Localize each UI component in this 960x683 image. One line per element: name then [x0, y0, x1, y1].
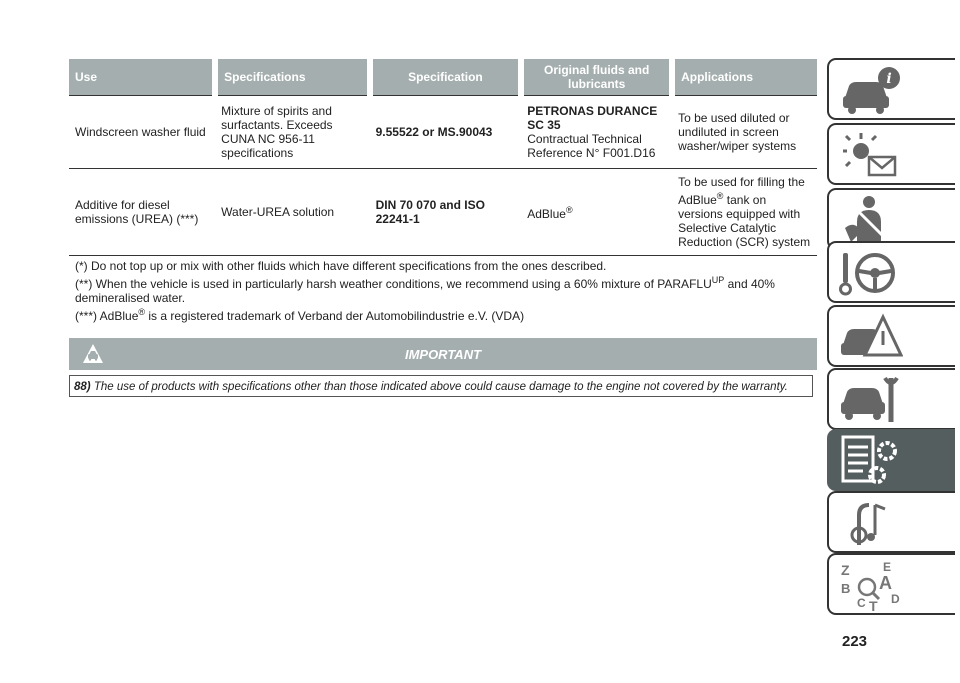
tab-technical-data[interactable] — [827, 429, 955, 491]
table-header-row — [69, 59, 817, 96]
cell-applications — [672, 169, 817, 256]
cell-specifications: Water-UREA solution — [215, 169, 369, 256]
header-specification: Specification — [370, 59, 522, 96]
tab-emergency[interactable] — [827, 305, 955, 367]
cell-specification: 9.55522 or MS.90043 — [370, 96, 522, 169]
page-number: 223 — [842, 633, 868, 650]
footnotes — [75, 259, 815, 323]
index-letter-e: E — [883, 560, 892, 574]
cell-specifications: Mixture of spirits and surfactants. Exceeds CUNA NC 956-11 specifications — [215, 96, 369, 169]
registered-mark: ® — [565, 205, 573, 215]
footnote-2 — [75, 273, 815, 305]
header-use: Use — [69, 59, 215, 96]
fluid-name: AdBlue — [527, 207, 566, 221]
multimedia-icon — [839, 495, 903, 551]
header-original-fluids: Original fluids and lubricants — [521, 59, 672, 96]
applications-text-cont: tank on versions equipped with Selective Catalytic Reduction (SCR) system — [678, 193, 811, 249]
note-text: The use of products with specifications other than those indicated above could cause damage to the engine not covered by the warranty. — [90, 381, 788, 393]
technical-data-icon — [839, 433, 903, 489]
footnote-3-text-cont: is a registered trademark of Verband der Automobilindustrie e.V. (VDA) — [145, 309, 525, 323]
footnote-2-text: (**) When the vehicle is used in particularly harsh weather conditions, we recommend using a 60% mixture of PARAFLU — [75, 277, 712, 291]
header-specifications: Specifications — [215, 59, 369, 96]
applications-text: To be used for filling the AdBlue — [678, 175, 805, 207]
alphabetical-index-icon — [839, 557, 903, 613]
index-letter-z: Z — [841, 562, 850, 578]
fluid-reference: Contractual Technical Reference N° F001.D16 — [527, 132, 656, 160]
tab-warning-lights[interactable] — [827, 123, 955, 185]
footnote-3 — [75, 305, 815, 323]
warning-lights-icon — [839, 127, 903, 183]
important-title: IMPORTANT — [404, 347, 482, 362]
registered-mark: ® — [716, 191, 724, 201]
header-applications: Applications — [672, 59, 817, 96]
tab-starting-driving[interactable] — [827, 241, 955, 303]
svg-text:i: i — [886, 71, 892, 87]
cell-fluid — [521, 169, 672, 256]
specifications-table — [69, 59, 817, 256]
index-letter-b: B — [841, 581, 851, 596]
cell-use: Additive for diesel emissions (UREA) (***) — [69, 169, 215, 256]
fluid-name: PETRONAS DURANCE SC 35 — [527, 104, 658, 132]
registered-mark: ® — [138, 307, 146, 317]
footnote-1: (*) Do not top up or mix with other fluids which have different specifications from the ones described. — [75, 259, 607, 273]
note-reference: 88) — [74, 381, 91, 393]
important-header — [69, 338, 817, 370]
cell-applications: To be used diluted or undiluted in screen washer/wiper systems — [672, 96, 817, 169]
maintenance-icon — [839, 372, 903, 428]
index-letter-c: C — [857, 596, 866, 610]
emergency-icon — [839, 309, 903, 365]
car-info-icon — [839, 62, 903, 118]
index-letter-a: A — [879, 573, 892, 593]
important-note — [69, 375, 813, 397]
tab-maintenance[interactable] — [827, 368, 955, 430]
table-row — [69, 96, 817, 169]
index-letter-d: D — [891, 592, 900, 606]
tab-multimedia[interactable] — [827, 491, 955, 553]
cell-specification: DIN 70 070 and ISO 22241-1 — [370, 169, 522, 256]
steering-key-icon — [839, 245, 903, 301]
tab-car-info[interactable] — [827, 58, 955, 120]
cell-fluid — [521, 96, 672, 169]
table-row — [69, 169, 817, 256]
cell-use: Windscreen washer fluid — [69, 96, 215, 169]
footnote-2-text-cont: and 40% demineralised water. — [75, 277, 775, 305]
footnote-3-text: (***) AdBlue — [75, 309, 139, 323]
seatbelt-safety-icon — [839, 192, 903, 248]
tab-alphabetical-index[interactable] — [827, 553, 955, 615]
index-letter-t: T — [869, 598, 878, 613]
footnote-2-sup: UP — [711, 275, 725, 285]
